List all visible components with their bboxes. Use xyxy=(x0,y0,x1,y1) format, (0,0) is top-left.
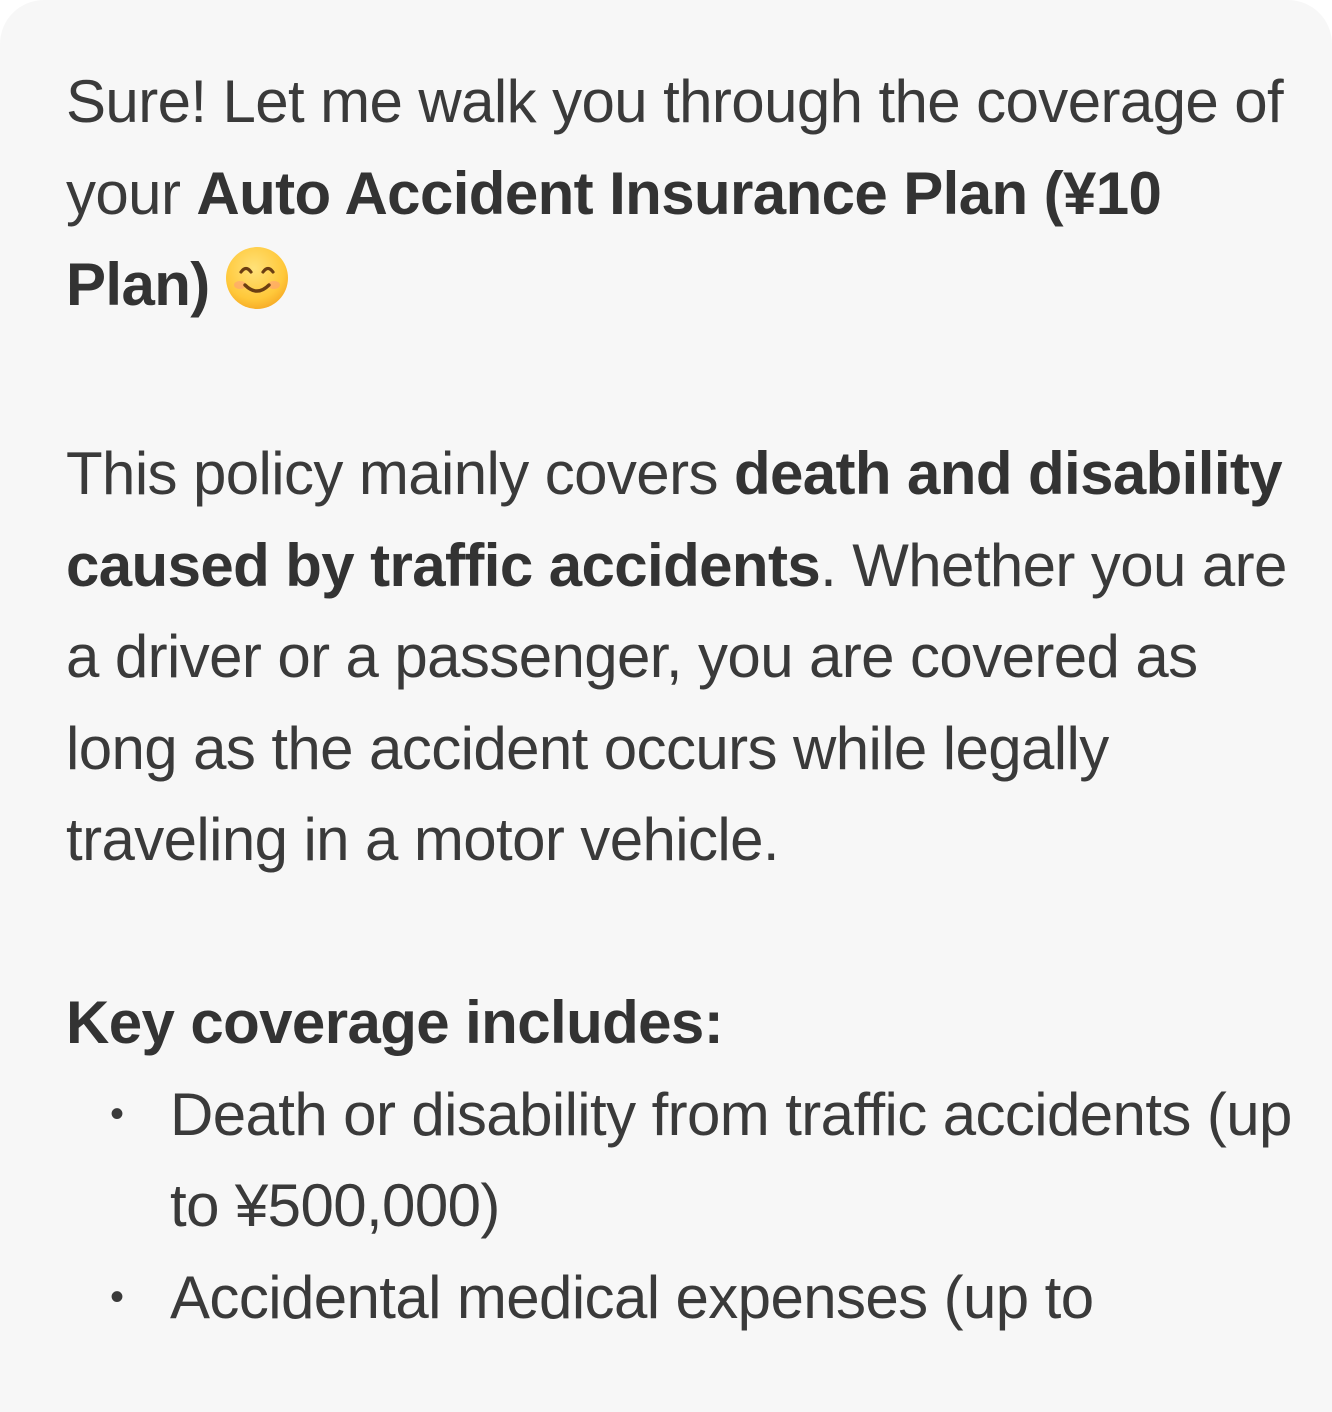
summary-paragraph xyxy=(66,428,1292,886)
summary-period: . xyxy=(820,531,837,599)
coverage-item-text: Death or disability from traffic accidents (up to ¥500,000) xyxy=(170,1080,1292,1239)
bullet-icon: • xyxy=(110,1091,124,1136)
smiling-face-emoji-icon xyxy=(224,245,290,337)
coverage-item-text: Accidental medical expenses (up to xyxy=(170,1263,1094,1331)
intro-paragraph xyxy=(66,56,1292,337)
list-item xyxy=(66,1069,1292,1252)
bullet-icon: • xyxy=(110,1274,124,1319)
summary-emphasis: death and disability caused by traffic accidents xyxy=(66,440,1283,599)
intro-lead-text: Sure! Let me walk you through the coverage of your xyxy=(66,68,1284,227)
plan-name: Auto Accident Insurance Plan (¥10 Plan) xyxy=(66,159,1162,318)
summary-detail-text: Whether you are a driver or a passenger, you are covered as long as the accident occurs while legally traveling in a motor vehicle. xyxy=(66,531,1287,873)
list-item xyxy=(66,1252,1292,1344)
summary-lead-text: This policy mainly covers xyxy=(66,440,734,507)
coverage-list xyxy=(66,1069,1292,1344)
coverage-heading: Key coverage includes: xyxy=(66,989,724,1056)
